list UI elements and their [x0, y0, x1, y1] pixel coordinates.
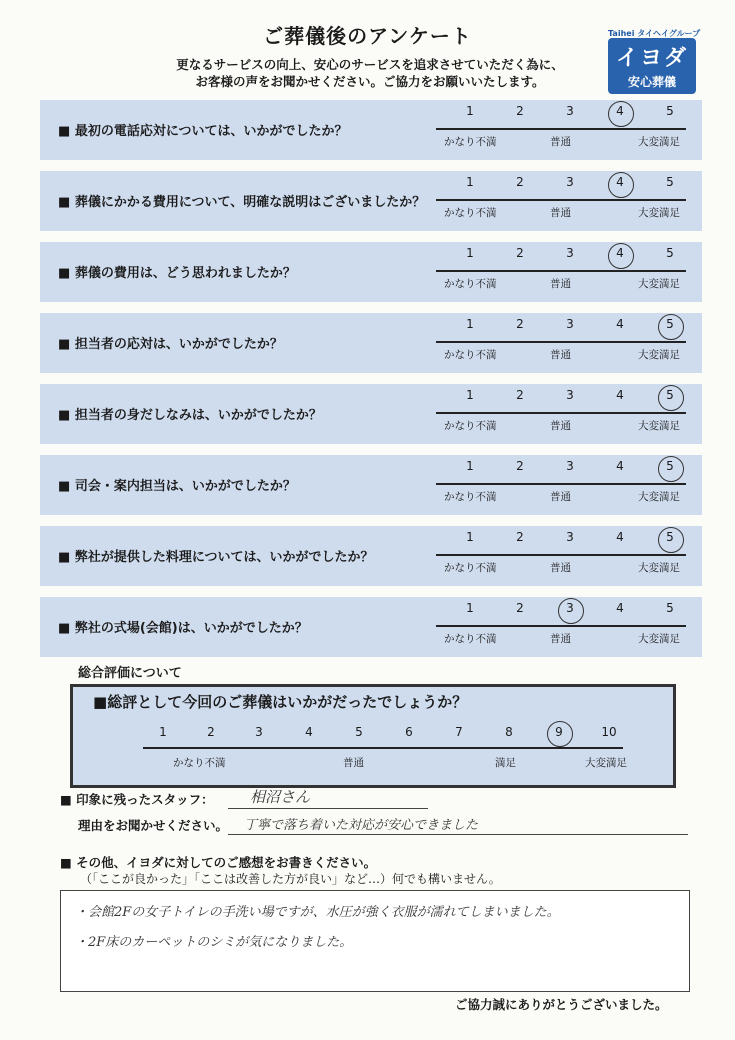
scale-label-mid: 普通 [550, 420, 571, 432]
scale-label-mid: 普通 [550, 491, 571, 503]
scale-label-high: 大変満足 [638, 136, 680, 148]
rating-option[interactable]: 4 [616, 246, 624, 260]
question-row [40, 242, 702, 302]
rating-option[interactable]: 2 [516, 175, 524, 189]
question-row [40, 100, 702, 160]
rating-scale [460, 459, 680, 475]
rating-option[interactable]: 4 [616, 530, 624, 544]
rating-option[interactable]: 2 [516, 317, 524, 331]
rating-scale [460, 388, 680, 404]
selected-answer-circle [658, 527, 684, 553]
rating-scale [460, 246, 680, 262]
rating-option[interactable]: 1 [466, 104, 474, 118]
selected-answer-circle [608, 243, 634, 269]
scale-label-low: かなり不満 [444, 491, 497, 503]
scale-label-high: 大変満足 [638, 562, 680, 574]
selected-answer-circle [658, 385, 684, 411]
intro-text [130, 56, 610, 90]
scale-line [436, 270, 686, 272]
rating-option[interactable]: 1 [466, 246, 474, 260]
rating-scale [460, 104, 680, 120]
rating-option[interactable]: 1 [466, 459, 474, 473]
rating-option[interactable]: 5 [666, 317, 674, 331]
logo-name: イヨダ [615, 46, 688, 71]
other-comments-hint: （「ここが良かった」「ここは改善した方が良い」など…）何でも構いません。 [80, 872, 501, 886]
overall-rating-option[interactable]: 2 [207, 725, 215, 739]
scale-label-mid: 普通 [550, 278, 571, 290]
scale-label-mid: 普通 [550, 349, 571, 361]
rating-option[interactable]: 4 [616, 104, 624, 118]
overall-section-title: 総合評価について [78, 666, 182, 681]
question-row [40, 313, 702, 373]
question-text: ■ 弊社の式場(会館)は、いかがでしたか？ [58, 617, 308, 636]
question-text: ■ 葬儀にかかる費用について、明確な説明はございましたか？ [58, 191, 425, 210]
rating-option[interactable]: 1 [466, 175, 474, 189]
rating-option[interactable]: 4 [616, 317, 624, 331]
overall-rating-option[interactable]: 9 [555, 725, 563, 739]
selected-answer-circle [658, 456, 684, 482]
rating-option[interactable]: 1 [466, 601, 474, 615]
overall-label-high: 大変満足 [585, 757, 627, 769]
overall-rating-option[interactable]: 8 [505, 725, 513, 739]
overall-rating-option[interactable]: 1 [159, 725, 167, 739]
rating-option[interactable]: 3 [566, 175, 574, 189]
reason-value[interactable]: 丁寧で落ち着いた対応が安心できました [244, 818, 479, 833]
scale-line [436, 483, 686, 485]
question-row [40, 171, 702, 231]
rating-option[interactable]: 3 [566, 246, 574, 260]
rating-option[interactable]: 2 [516, 601, 524, 615]
scale-label-high: 大変満足 [638, 278, 680, 290]
scale-label-low: かなり不満 [444, 349, 497, 361]
scale-label-high: 大変満足 [638, 349, 680, 361]
reason-underline [228, 834, 688, 835]
rating-scale [460, 175, 680, 191]
rating-option[interactable]: 2 [516, 104, 524, 118]
overall-label-mid: 普通 [343, 757, 364, 769]
rating-option[interactable]: 3 [566, 601, 574, 615]
rating-option[interactable]: 5 [666, 175, 674, 189]
rating-option[interactable]: 5 [666, 104, 674, 118]
overall-rating-option[interactable]: 6 [405, 725, 413, 739]
overall-selected-circle [547, 721, 573, 747]
thanks-message: ご協力誠にありがとうございました。 [455, 997, 668, 1012]
intro-line-1: 更なるサービスの向上、安心のサービスを追求させていただく為に、 [176, 57, 564, 72]
rating-scale [460, 317, 680, 333]
scale-label-low: かなり不満 [444, 420, 497, 432]
question-row [40, 455, 702, 515]
rating-option[interactable]: 4 [616, 175, 624, 189]
scale-label-mid: 普通 [550, 633, 571, 645]
selected-answer-circle [608, 172, 634, 198]
logo-subtitle: 安心葬儀 [627, 75, 676, 89]
overall-question: ■ 総評として今回のご葬儀はいかがだったでしょうか？ [93, 691, 467, 712]
question-text: ■ 最初の電話応対については、いかがでしたか？ [58, 120, 348, 139]
rating-option[interactable]: 3 [566, 104, 574, 118]
question-text: ■ 担当者の応対は、いかがでしたか？ [58, 333, 283, 352]
scale-line [436, 412, 686, 414]
scale-label-low: かなり不満 [444, 562, 497, 574]
scale-label-mid: 普通 [550, 136, 571, 148]
rating-option[interactable]: 2 [516, 246, 524, 260]
overall-rating-option[interactable]: 3 [255, 725, 263, 739]
rating-option[interactable]: 5 [666, 459, 674, 473]
scale-line [436, 341, 686, 343]
rating-option[interactable]: 5 [666, 246, 674, 260]
other-comments-label: ■ その他、イヨダに対してのご感想をお書きください。 [60, 853, 376, 871]
scale-label-high: 大変満足 [638, 420, 680, 432]
comment-line-1: ・会館2Fの女子トイレの手洗い場ですが、水圧が強く衣服が濡れてしまいました。 [75, 905, 560, 920]
overall-rating-option[interactable]: 5 [355, 725, 363, 739]
reason-label: 理由をお聞かせください。 [78, 818, 229, 833]
rating-option[interactable]: 2 [516, 388, 524, 402]
rating-option[interactable]: 1 [466, 530, 474, 544]
page-title: ご葬儀後のアンケート [263, 24, 472, 48]
scale-label-mid: 普通 [550, 207, 571, 219]
rating-option[interactable]: 3 [566, 388, 574, 402]
logo-group-text: Taihei タイヘイグループ [608, 29, 701, 38]
selected-answer-circle [658, 314, 684, 340]
company-logo [608, 38, 696, 94]
rating-option[interactable]: 5 [666, 388, 674, 402]
scale-label-high: 大変満足 [638, 633, 680, 645]
selected-answer-circle [558, 598, 584, 624]
intro-line-2: お客様の声をお聞かせください。ご協力をお願いいたします。 [195, 74, 545, 89]
rating-scale [460, 530, 680, 546]
scale-label-low: かなり不満 [444, 633, 497, 645]
question-text: ■ 司会・案内担当は、いかがでしたか？ [58, 475, 296, 494]
rating-option[interactable]: 3 [566, 459, 574, 473]
question-text: ■ 担当者の身だしなみは、いかがでしたか？ [58, 404, 322, 423]
question-row [40, 526, 702, 586]
question-text: ■ 弊社が提供した料理については、いかがでしたか？ [58, 546, 374, 565]
overall-rating-option[interactable]: 4 [305, 725, 313, 739]
scale-line [436, 625, 686, 627]
rating-option[interactable]: 2 [516, 530, 524, 544]
rating-option[interactable]: 2 [516, 459, 524, 473]
scale-label-mid: 普通 [550, 562, 571, 574]
scale-label-high: 大変満足 [638, 207, 680, 219]
rating-option[interactable]: 3 [566, 530, 574, 544]
question-row [40, 597, 702, 657]
overall-rating-option[interactable]: 7 [455, 725, 463, 739]
scale-label-low: かなり不満 [444, 278, 497, 290]
rating-option[interactable]: 4 [616, 601, 624, 615]
comment-line-2: ・2F床のカーペットのシミが気になりました。 [75, 935, 353, 950]
overall-rating-box [70, 684, 676, 788]
overall-label-low: かなり不満 [173, 757, 226, 769]
scale-label-low: かなり不満 [444, 207, 497, 219]
selected-answer-circle [608, 101, 634, 127]
staff-underline [228, 808, 428, 809]
scale-label-low: かなり不満 [444, 136, 497, 148]
rating-option[interactable]: 3 [566, 317, 574, 331]
scale-line [436, 128, 686, 130]
scale-line [436, 199, 686, 201]
rating-option[interactable]: 4 [616, 388, 624, 402]
overall-scale-line [143, 747, 623, 749]
overall-rating-option[interactable]: 10 [601, 725, 617, 739]
rating-option[interactable]: 1 [466, 388, 474, 402]
scale-label-high: 大変満足 [638, 491, 680, 503]
rating-option[interactable]: 1 [466, 317, 474, 331]
question-text: ■ 葬儀の費用は、どう思われましたか？ [58, 262, 296, 281]
staff-name-value[interactable]: 相沼さん [250, 788, 311, 806]
scale-line [436, 554, 686, 556]
rating-option[interactable]: 4 [616, 459, 624, 473]
staff-label: ■ 印象に残ったスタッフ： [60, 790, 214, 808]
rating-option[interactable]: 5 [666, 530, 674, 544]
overall-label-good: 満足 [495, 757, 516, 769]
question-row [40, 384, 702, 444]
rating-option[interactable]: 5 [666, 601, 674, 615]
comment-box[interactable] [60, 890, 690, 992]
